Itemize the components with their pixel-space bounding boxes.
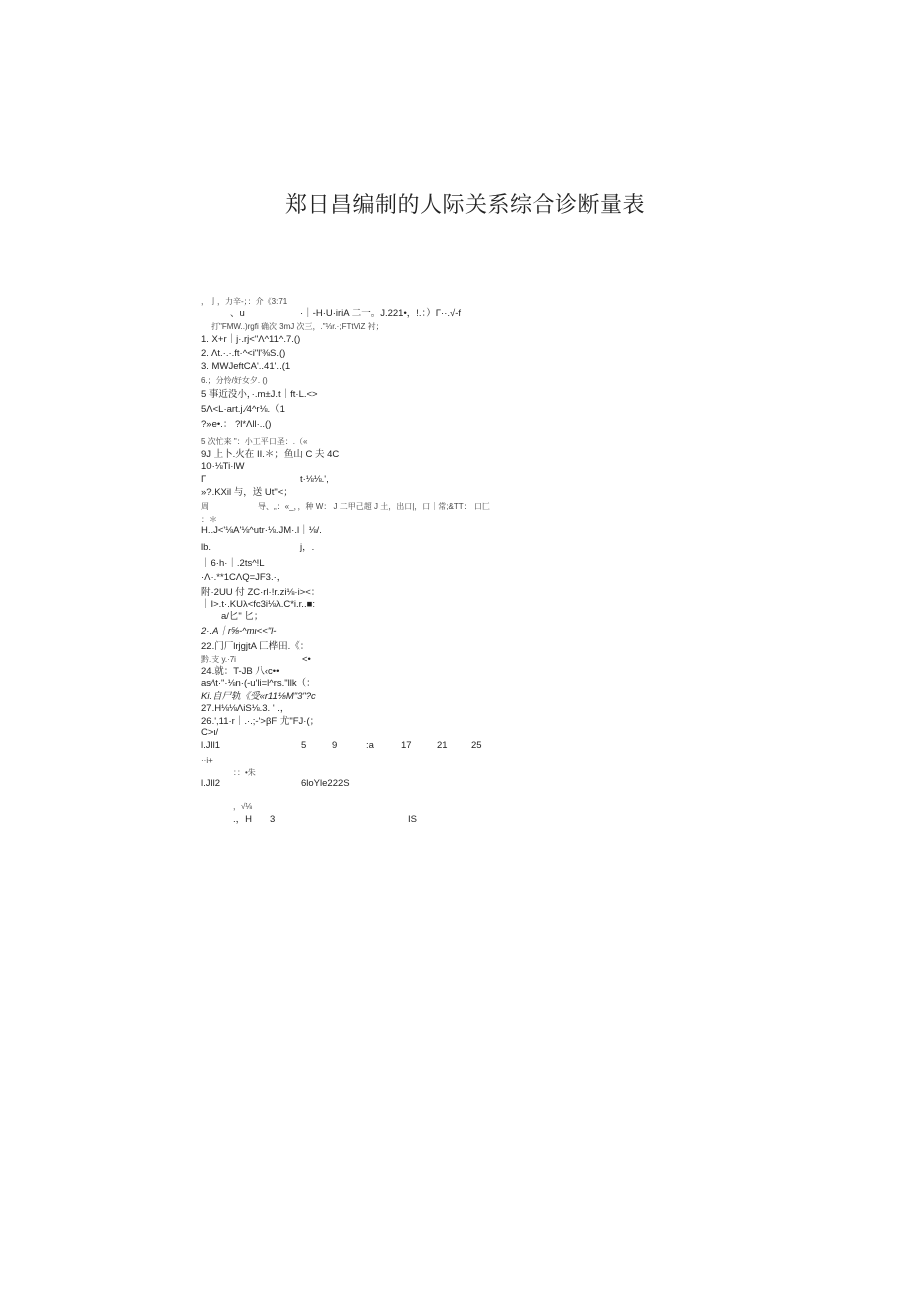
text-line: 26.',11·r｜.·.;-'>βF 尤"FJ·(；: [201, 716, 320, 727]
text-line: 5Λ<L·art.j.⁄4^r⅛.（1: [201, 404, 285, 415]
text-line: ··i+: [201, 756, 213, 765]
text-line: 黔.支 y.·7i: [201, 655, 236, 664]
text-line: 6.；分怜/好女夕. (): [201, 376, 268, 385]
text-line: ：＊: [201, 515, 217, 524]
text-line: Γ: [201, 474, 207, 485]
text-line: ?»e•.： ?l*Λll·..(): [201, 419, 272, 430]
text-line: 5 次忙来 "：小工平口圣：.（«: [201, 437, 308, 446]
score-value: 9: [332, 740, 338, 751]
text-line: 、u: [230, 308, 245, 319]
text-line: 2. Λt.·.·.ft·^<i"l'⅜S.(): [201, 348, 286, 359]
score-value: 21: [437, 740, 448, 751]
score-value: 5: [301, 740, 307, 751]
text-line: 3. MWJeftCA'..41'..(1: [201, 361, 291, 372]
text-line: 22.门厂lrjgjtA 匚桦田.《：: [201, 641, 310, 652]
text-line: IS: [408, 814, 417, 825]
score-row-label: l.Jll2: [201, 778, 221, 789]
score-value: :a: [366, 740, 374, 751]
text-line: j，.: [300, 542, 315, 553]
text-line: a/匕" 匕；: [221, 611, 264, 622]
text-line: 27.H⅛⅛ΛiS⅛.3. ' .，: [201, 703, 290, 714]
text-line: t·⅛⅛.',: [300, 474, 329, 485]
score-value: 6loYle222S: [301, 778, 350, 789]
text-line: 导、„：«_，，种 W： J 二甲己超 J 土，出口|，口｜常;&TT： 口匚: [258, 502, 490, 511]
text-line: .，H: [233, 814, 253, 825]
text-line: ｜I>.t·.KUλ<fc3i⅛λ.C*i.r..■:: [201, 599, 315, 610]
text-line: C>ι/: [201, 727, 219, 738]
text-line: 3: [270, 814, 276, 825]
text-line: 附·2UU 付 ZC·rl·!r.zi⅛·i><：: [201, 587, 321, 598]
text-line: ，亅，力辛-；：介《3:71: [201, 297, 288, 306]
text-line: »?.KXil 与，送 Ut"<；: [201, 487, 293, 498]
text-line: ·Λ·.**1CΛQ=JF3.·，: [201, 572, 287, 583]
text-line: 9J 上卜.火在 II.＊；鱼山 C 夫 4C: [201, 449, 340, 460]
text-line: ·｜-H·U·iriA 二一。J.221•，!.：）Γ··.√-f: [300, 308, 462, 319]
text-line: 10·⅛Ti·lW: [201, 461, 245, 472]
text-line: ，√⅛: [233, 802, 253, 811]
text-line: 1. X+r｜j·.rj<"Λ^11^.7.(): [201, 334, 301, 345]
text-line: 5 事近没小，·.m±J.t｜ft·L.<>: [201, 389, 318, 400]
score-row-label: l.Jll1: [201, 740, 221, 751]
page-title: 郑日昌编制的人际关系综合诊断量表: [284, 193, 645, 218]
text-line: 24.就：T-JB 八‹c••: [201, 666, 280, 677]
text-line: Ki.自尸轨《受«r11⅛M"3"?c: [201, 691, 316, 702]
score-value: 25: [471, 740, 482, 751]
text-line: ｜6·h·｜.2ts^!L: [201, 558, 265, 569]
text-line: 打"FMW..)rgfi 确次 3mJ 次三，."⅓r.·;FTtViZ 衬；: [211, 322, 384, 331]
text-line: lb.: [201, 542, 212, 553]
text-line: <•: [302, 654, 311, 665]
text-line: 2·.A｜r⅝-^mι<<"l-: [201, 626, 277, 637]
text-line: 周: [201, 502, 209, 511]
text-line: ：：•朱: [233, 768, 256, 777]
text-line: H..J<'⅛A'⅛^utr·⅛.JM·.l｜⅛/.: [201, 525, 322, 536]
score-value: 17: [401, 740, 412, 751]
text-line: as⁄\t·"·⅛n·(-u'li=l^rs."llk（：: [201, 678, 316, 689]
